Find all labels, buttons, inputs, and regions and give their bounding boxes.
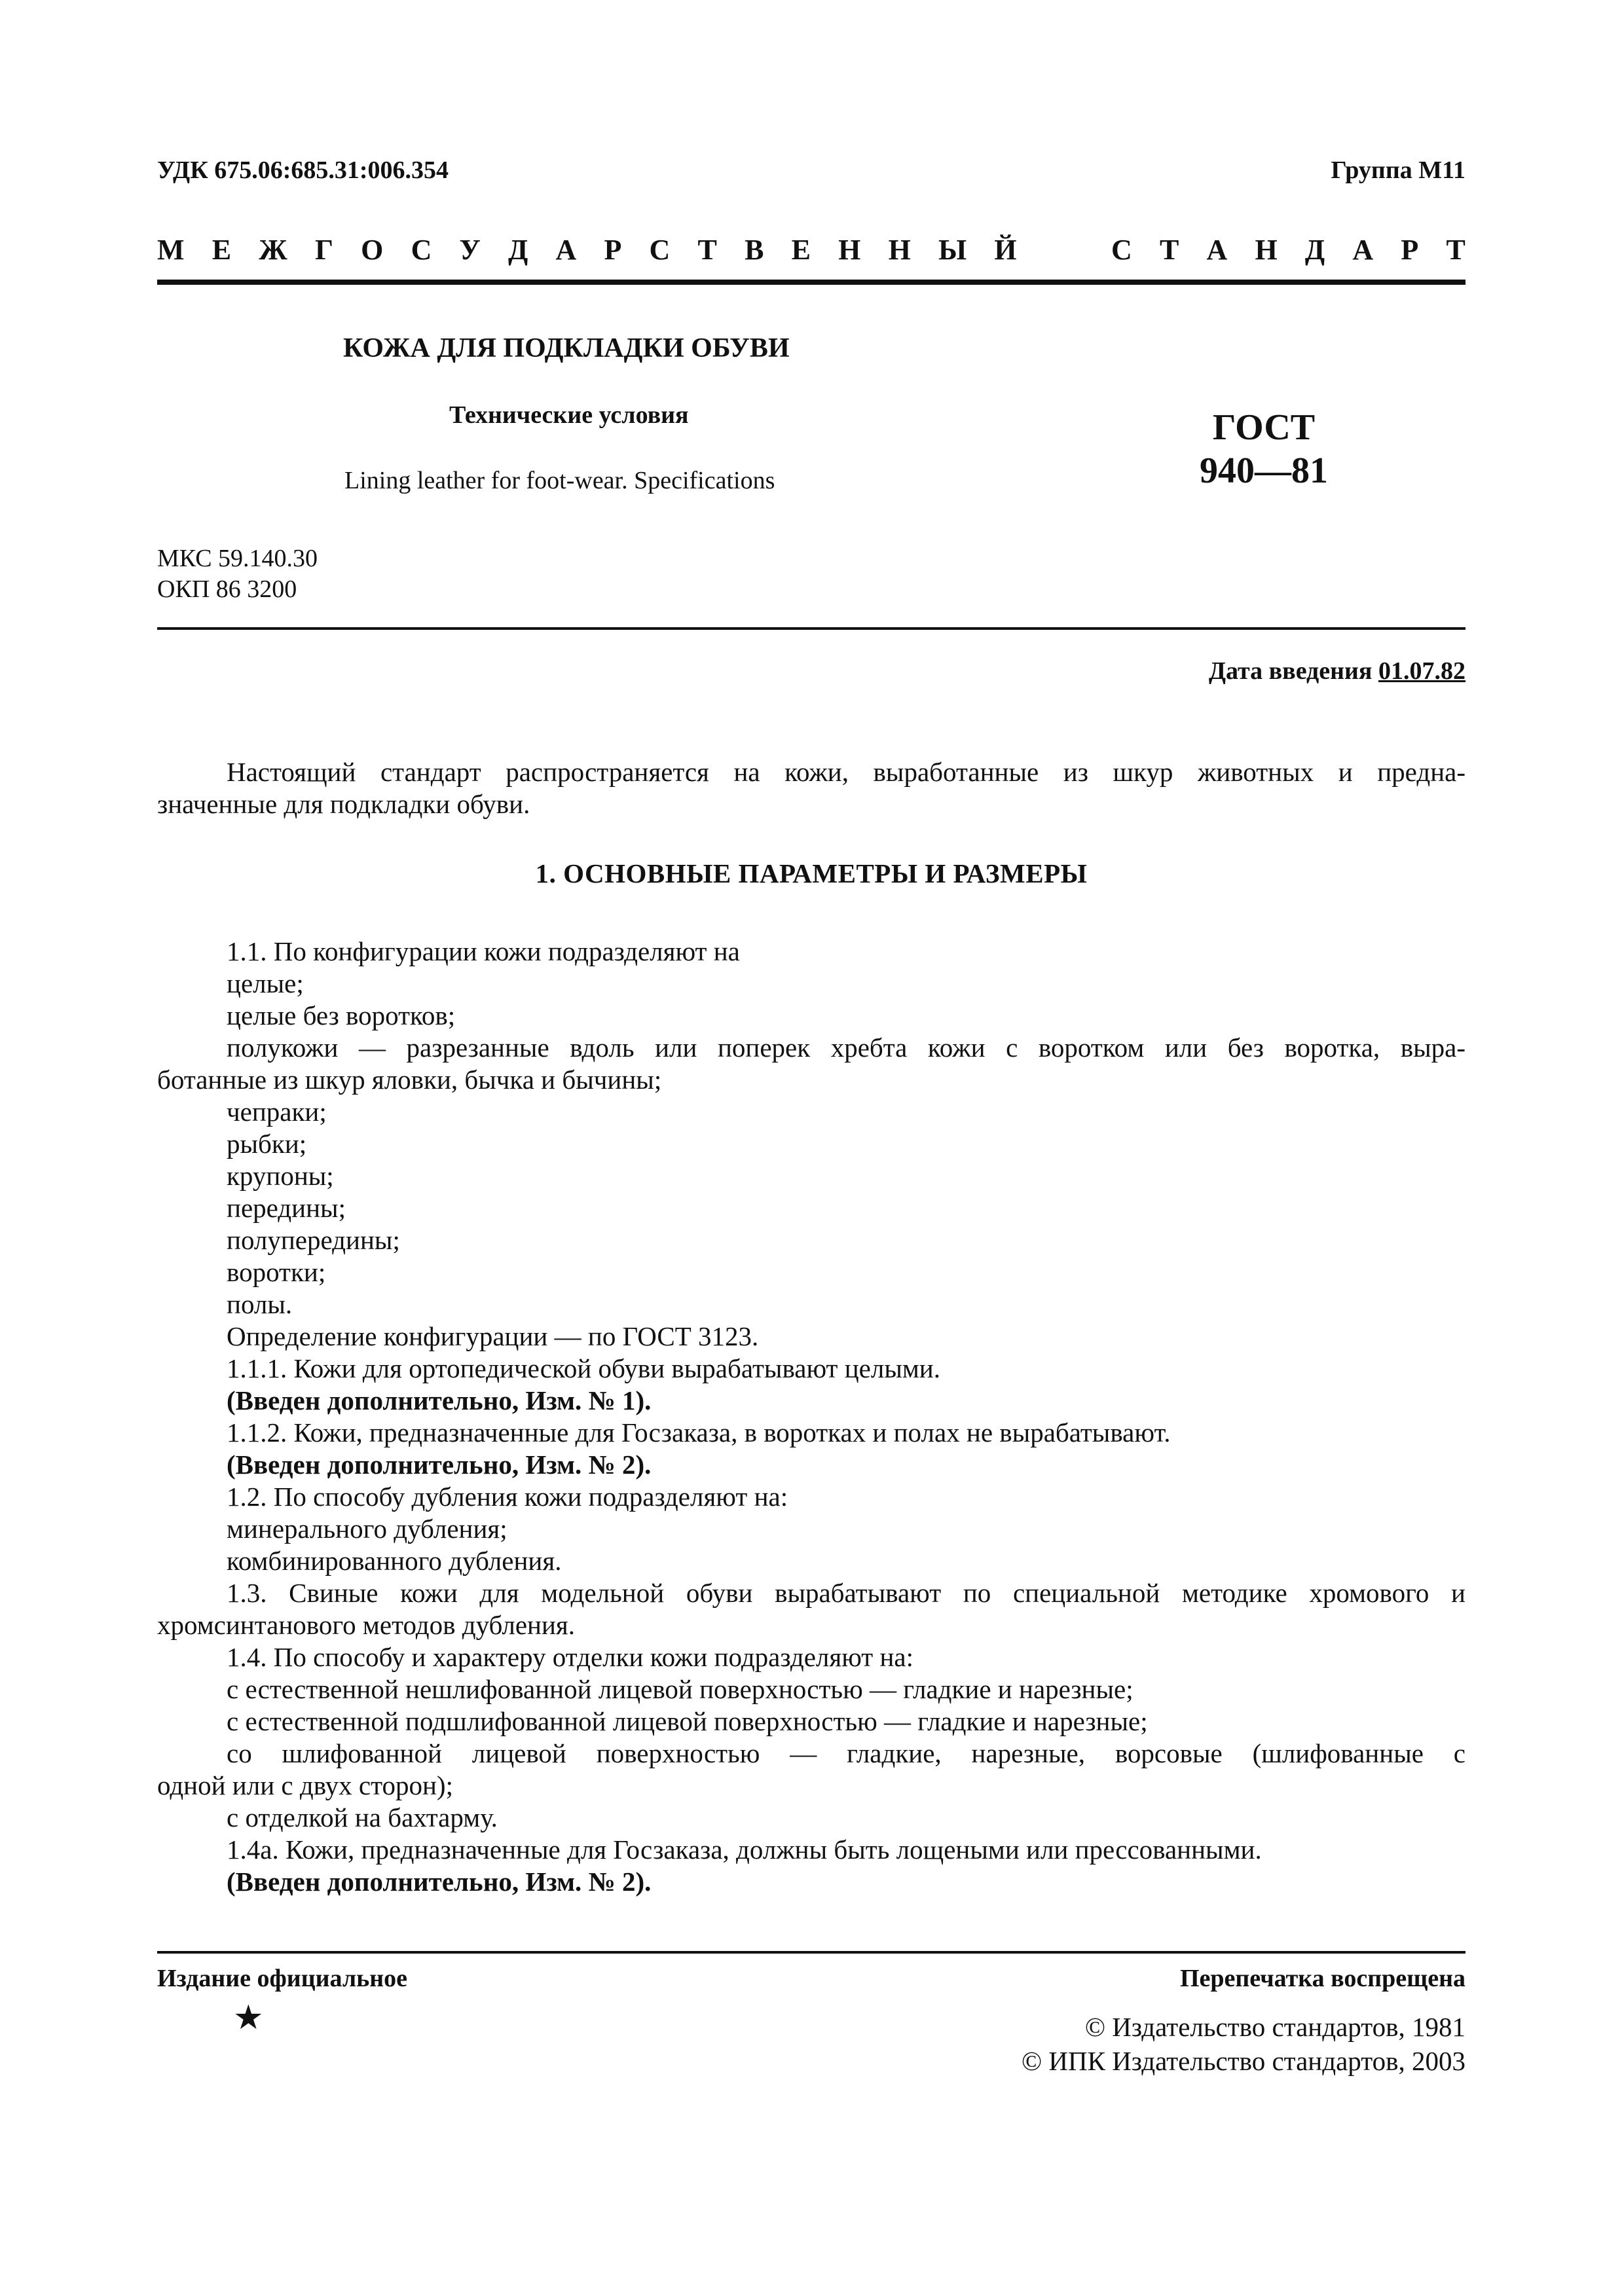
banner-letter: Н bbox=[888, 234, 911, 266]
clause-line: 1.4а. Кожи, предназначенные для Госзаказа, должны быть лощеными или прессованными. bbox=[227, 1834, 1262, 1865]
clause-line: 1.1. По конфигурации кожи подразделяют на bbox=[227, 936, 740, 966]
okp-code: ОКП 86 3200 bbox=[157, 575, 297, 603]
gost-code: 940—81 bbox=[1200, 450, 1328, 491]
banner-letter: Н bbox=[1255, 234, 1278, 266]
standard-banner bbox=[157, 233, 1465, 266]
effective-date bbox=[1209, 657, 1465, 685]
copyright-block bbox=[1022, 2010, 1465, 2078]
list-item: крупоны; bbox=[227, 1161, 334, 1191]
clause-line: 1.4. По способу и характеру отделки кожи подразделяют на: bbox=[227, 1642, 914, 1672]
banner-letter: Ж bbox=[259, 234, 287, 266]
classification-codes bbox=[157, 543, 318, 605]
amendment-note: (Введен дополнительно, Изм. № 2). bbox=[227, 1449, 652, 1480]
banner-letter: А bbox=[1352, 234, 1374, 266]
banner-letter: С bbox=[411, 234, 432, 266]
udk-code: УДК 675.06:685.31:006.354 bbox=[157, 156, 449, 184]
banner-letter: С bbox=[649, 234, 671, 266]
list-item: полупередины; bbox=[227, 1225, 400, 1255]
list-item: минерального дубления; bbox=[227, 1514, 507, 1544]
banner-letter: Н bbox=[838, 234, 861, 266]
english-title: Lining leather for foot-wear. Specifications bbox=[344, 467, 775, 494]
amendment-note: (Введен дополнительно, Изм. № 1). bbox=[227, 1385, 652, 1415]
list-item-continuation: ботанные из шкур яловки, бычка и бычины; bbox=[157, 1065, 662, 1095]
copyright-line: © ИПК Издательство стандартов, 2003 bbox=[1021, 2046, 1465, 2076]
section-heading: 1. ОСНОВНЫЕ ПАРАМЕТРЫ И РАЗМЕРЫ bbox=[535, 858, 1088, 888]
list-item: со шлифованной лицевой поверхностью — гладкие, нарезные, ворсовые (шлифованные с bbox=[227, 1738, 1465, 1768]
official-edition: Издание официальное bbox=[157, 1965, 408, 1992]
document-title: КОЖА ДЛЯ ПОДКЛАДКИ ОБУВИ bbox=[343, 333, 790, 363]
document-body bbox=[157, 756, 1465, 1898]
intro-paragraph-line: значенные для подкладки обуви. bbox=[157, 789, 530, 819]
list-item: с естественной нешлифованной лицевой поверхностью — гладкие и нарезные; bbox=[227, 1674, 1134, 1704]
banner-letter: Е bbox=[212, 234, 232, 266]
reprint-notice: Перепечатка воспрещена bbox=[1179, 1965, 1465, 1992]
mks-code: МКС 59.140.30 bbox=[157, 545, 318, 572]
footer-rule bbox=[157, 1951, 1465, 1954]
banner-letter: Т bbox=[1159, 234, 1179, 266]
list-item: целые без воротков; bbox=[227, 1000, 456, 1030]
banner-letter: Г bbox=[314, 234, 333, 266]
list-item: передины; bbox=[227, 1193, 346, 1223]
banner-letter: Р bbox=[604, 234, 622, 266]
document-subtitle: Технические условия bbox=[449, 401, 689, 429]
clause-line: 1.3. Свиные кожи для модельной обуви вырабатывают по специальной методике хромового и bbox=[227, 1578, 1465, 1608]
gost-label: ГОСТ bbox=[1212, 407, 1316, 448]
title-rule bbox=[157, 627, 1465, 630]
list-item: воротки; bbox=[227, 1257, 326, 1287]
group-code: Группа М11 bbox=[1331, 156, 1465, 184]
list-item: с отделкой на бахтарму. bbox=[227, 1802, 498, 1832]
list-item: комбинированного дубления. bbox=[227, 1546, 562, 1576]
star-mark: ★ bbox=[233, 1999, 264, 2037]
effective-date-value: 01.07.82 bbox=[1378, 657, 1465, 685]
clause-line: 1.1.2. Кожи, предназначенные для Госзаказа, в воротках и полах не вырабатывают. bbox=[227, 1417, 1171, 1448]
banner-letter: О bbox=[361, 234, 384, 266]
banner-letter: Е bbox=[791, 234, 811, 266]
list-item: полы. bbox=[227, 1289, 293, 1319]
list-item-continuation: одной или с двух сторон); bbox=[157, 1770, 453, 1800]
copyright-line: © Издательство стандартов, 1981 bbox=[1084, 2012, 1465, 2042]
banner-letter: С bbox=[1111, 234, 1132, 266]
clause-line: 1.1.1. Кожи для ортопедической обуви вырабатывают целыми. bbox=[227, 1353, 941, 1383]
banner-letter: М bbox=[157, 234, 185, 266]
banner-letter: Й bbox=[994, 234, 1017, 266]
banner-letter: А bbox=[555, 234, 577, 266]
gost-number bbox=[1152, 406, 1375, 492]
header-rule bbox=[157, 280, 1465, 285]
banner-letter: А bbox=[1206, 234, 1228, 266]
clause-line: 1.2. По способу дубления кожи подразделяют на: bbox=[227, 1482, 788, 1512]
banner-letter: Т bbox=[1446, 234, 1465, 266]
list-item: чепраки; bbox=[227, 1097, 327, 1127]
banner-letter: Ы bbox=[938, 234, 967, 266]
banner-letter: Р bbox=[1401, 234, 1419, 266]
banner-letter: У bbox=[459, 234, 481, 266]
list-item: с естественной подшлифованной лицевой поверхностью — гладкие и нарезные; bbox=[227, 1706, 1148, 1736]
banner-letter: В bbox=[745, 234, 764, 266]
effective-date-label: Дата введения bbox=[1208, 657, 1373, 685]
list-item: целые; bbox=[227, 968, 304, 998]
clause-continuation: хромсинтанового методов дубления. bbox=[157, 1610, 576, 1640]
clause-line: Определение конфигурации — по ГОСТ 3123. bbox=[227, 1321, 759, 1351]
banner-letter: Т bbox=[697, 234, 717, 266]
banner-letter: Д bbox=[1304, 234, 1325, 266]
banner-letter: Д bbox=[508, 234, 528, 266]
amendment-note: (Введен дополнительно, Изм. № 2). bbox=[227, 1867, 652, 1897]
list-item: рыбки; bbox=[227, 1129, 307, 1159]
list-item: полукожи — разрезанные вдоль или поперек хребта кожи с воротком или без воротка, выра- bbox=[227, 1032, 1465, 1063]
intro-paragraph-line: Настоящий стандарт распространяется на кожи, выработанные из шкур животных и предна- bbox=[227, 757, 1465, 787]
